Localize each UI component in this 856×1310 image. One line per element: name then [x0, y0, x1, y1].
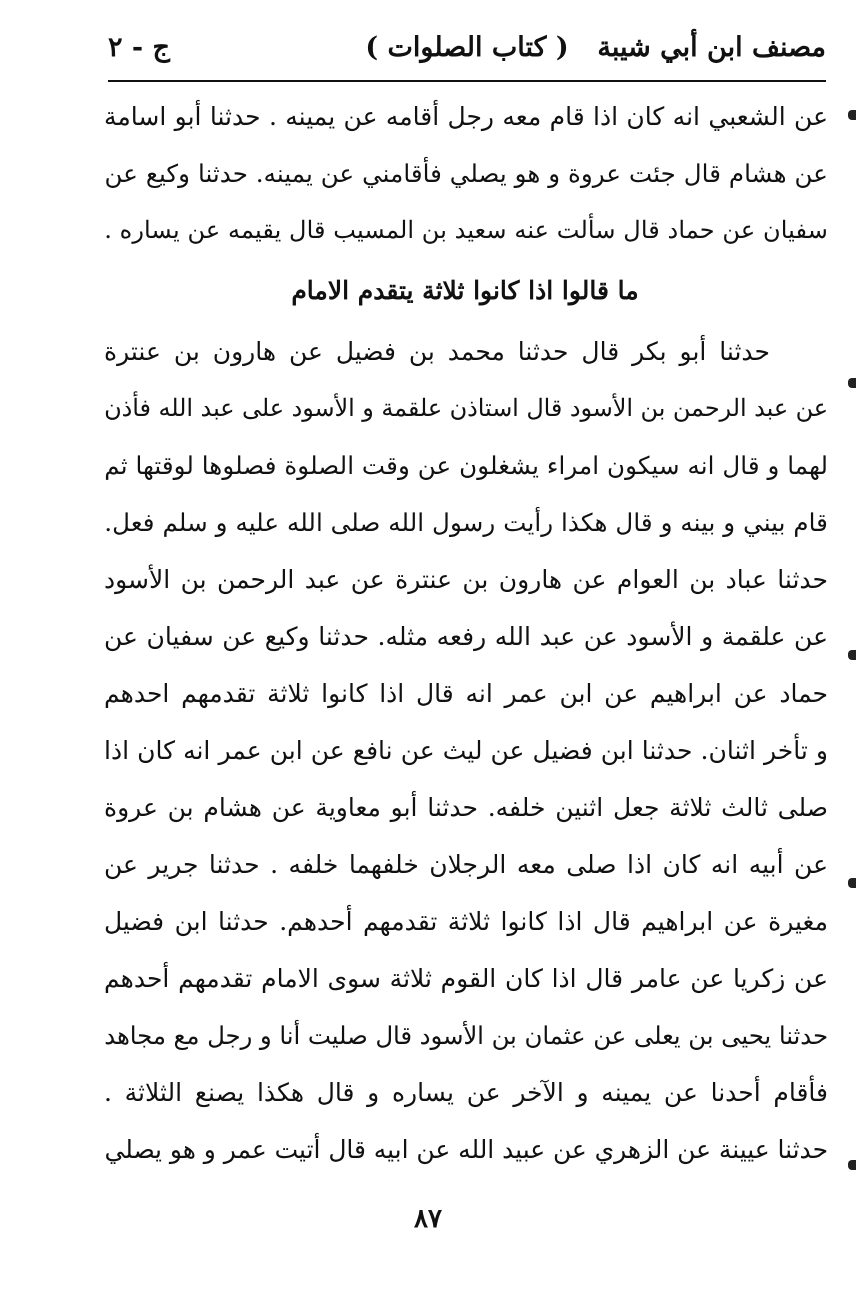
text-line: عن زكريا عن عامر قال اذا كان القوم ثلاثة سوى الامام تقدمهم أحدهم: [104, 964, 828, 993]
text-line: حدثنا يحيى بن يعلى عن عثمان بن الأسود قال صليت أنا و رجل مع مجاهد: [104, 1021, 828, 1050]
header-rule: [108, 80, 826, 82]
margin-mark: [848, 650, 856, 660]
text-line: عن عبد الرحمن بن الأسود قال استاذن علقمة و الأسود على عبد الله فأذن: [104, 394, 828, 422]
text-line: عن علقمة و الأسود عن عبد الله رفعه مثله. حدثنا وكيع عن سفيان عن: [104, 622, 828, 651]
text-line: حماد عن ابراهيم عن ابن عمر انه قال اذا كانوا ثلاثة تقدمهم احدهم: [104, 679, 828, 708]
text-line: عن هشام قال جئت عروة و هو يصلي فأقامني عن يمينه. حدثنا وكيع عن: [104, 159, 828, 188]
chapter-title: ( كتاب الصلوات ): [365, 32, 569, 63]
text-line: لهما و قال انه سيكون امراء يشغلون عن وقت الصلوة فصلوها لوقتها ثم: [104, 451, 828, 480]
text-line: فأقام أحدنا عن يمينه و الآخر عن يساره و قال هكذا يصنع الثلاثة .: [104, 1078, 828, 1107]
text-line: حدثنا عيينة عن الزهري عن عبيد الله عن ابيه قال أتيت عمر و هو يصلي: [104, 1135, 828, 1164]
text-line: قام بيني و بينه و قال هكذا رأيت رسول الله صلى الله عليه و سلم فعل.: [104, 508, 828, 537]
book-title: مصنف ابن أبي شيبة: [597, 32, 826, 63]
section-heading: ما قالوا اذا كانوا ثلاثة يتقدم الامام: [291, 276, 639, 305]
text-line: عن الشعبي انه كان اذا قام معه رجل أقامه عن يمينه . حدثنا أبو اسامة: [104, 102, 828, 131]
running-header: [108, 22, 826, 80]
text-line: مغيرة عن ابراهيم قال اذا كانوا ثلاثة تقدمهم أحدهم. حدثنا ابن فضيل: [104, 907, 828, 936]
text-line: سفيان عن حماد قال سألت عنه سعيد بن المسيب قال يقيمه عن يساره .: [104, 216, 828, 244]
page-number: ٨٧: [414, 1204, 442, 1234]
volume-number: ج - ٢: [108, 32, 170, 63]
text-line: عن أبيه انه كان اذا صلى معه الرجلان خلفهما خلفه . حدثنا جرير عن: [104, 850, 828, 879]
text-line: حدثنا عباد بن العوام عن هارون بن عنترة عن عبد الرحمن بن الأسود: [104, 565, 828, 594]
margin-mark: [848, 878, 856, 888]
margin-mark: [848, 110, 856, 120]
text-line: صلى ثالث ثلاثة جعل اثنين خلفه. حدثنا أبو معاوية عن هشام بن عروة: [104, 793, 828, 822]
text-line: حدثنا أبو بكر قال حدثنا محمد بن فضيل عن هارون بن عنترة: [104, 337, 770, 366]
text-line: و تأخر اثنان. حدثنا ابن فضيل عن ليث عن نافع عن ابن عمر انه كان اذا: [104, 736, 828, 765]
margin-mark: [848, 1160, 856, 1170]
page-body: [102, 88, 828, 1178]
margin-mark: [848, 378, 856, 388]
